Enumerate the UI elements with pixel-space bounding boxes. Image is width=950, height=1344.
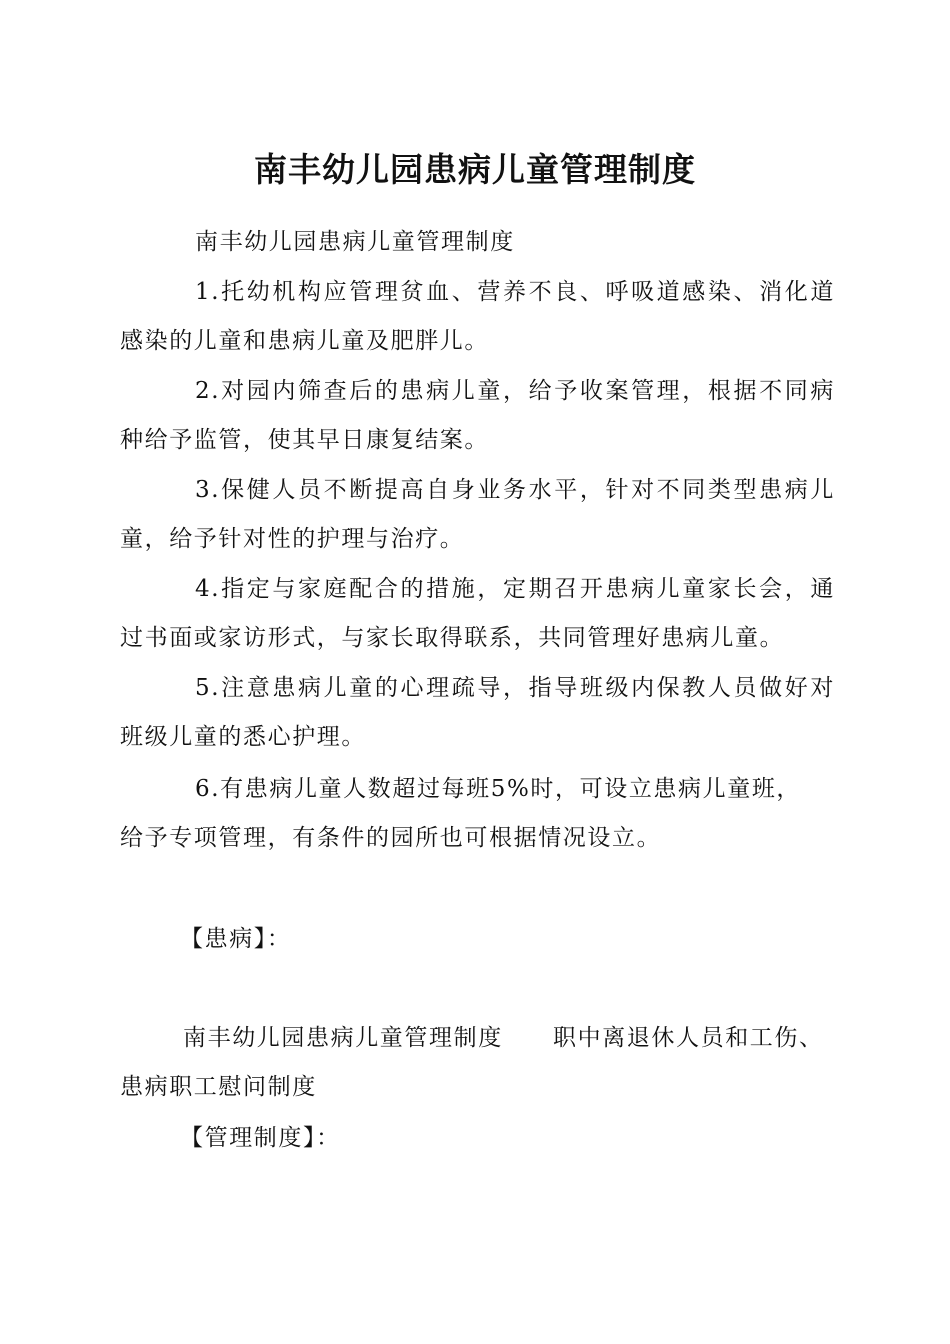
related-link-2-part-2: 患病职工慰问制度 xyxy=(120,1074,317,1100)
rule-item-4: 4.指定与家庭配合的措施，定期召开患病儿童家长会，通过书面或家访形式，与家长取得联系，共同管理好患病儿童。 xyxy=(120,576,835,651)
illness-tag: 【患病】： xyxy=(180,926,292,952)
related-link-2-part-1: 职中离退休人员和工伤、 xyxy=(553,1025,824,1051)
related-link-1: 南丰幼儿园患病儿童管理制度 xyxy=(183,1025,503,1051)
rule-item-6-line-1: 6.有患病儿童人数超过每班5%时，可设立患病儿童班， xyxy=(195,776,802,802)
rule-item-1: 1.托幼机构应管理贫血、营养不良、呼吸道感染、消化道感染的儿童和患病儿童及肥胖儿。 xyxy=(120,279,835,354)
rule-item-3: 3.保健人员不断提高自身业务水平，针对不同类型患病儿童，给予针对性的护理与治疗。 xyxy=(120,477,835,552)
rule-item-2: 2.对园内筛查后的患病儿童，给予收案管理，根据不同病种给予监管，使其早日康复结案。 xyxy=(120,378,835,453)
document-subtitle: 南丰幼儿园患病儿童管理制度 xyxy=(195,229,515,255)
page-title: 南丰幼儿园患病儿童管理制度 xyxy=(254,150,696,189)
rule-item-6-line-2: 给予专项管理，有条件的园所也可根据情况设立。 xyxy=(120,825,662,851)
management-tag: 【管理制度】： xyxy=(180,1125,341,1151)
rule-item-5: 5.注意患病儿童的心理疏导，指导班级内保教人员做好对班级儿童的悉心护理。 xyxy=(120,675,835,750)
